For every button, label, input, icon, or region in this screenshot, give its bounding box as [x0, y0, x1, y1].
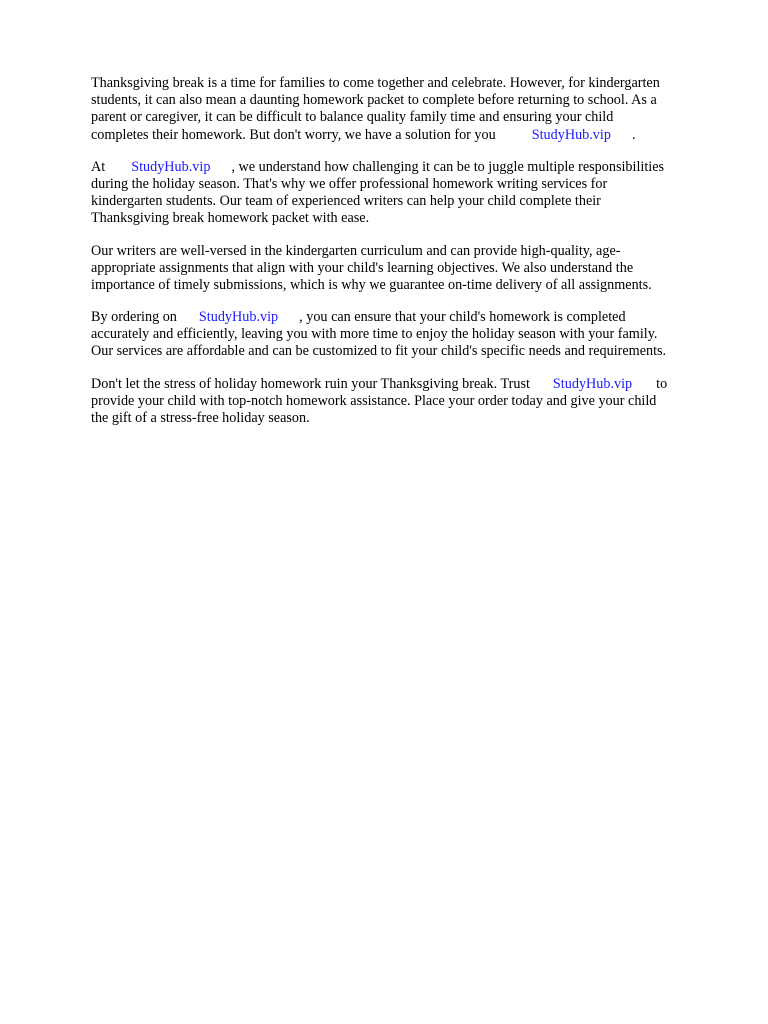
text-line: Our services are affordable and can be customized to fit your child's specific needs and requirements.	[91, 343, 667, 360]
text-line	[91, 127, 723, 144]
text-segment: to	[656, 375, 668, 392]
text-line: provide your child with top-notch homework assistance. Place your order today and give your child	[91, 392, 657, 409]
text-segment: completes their homework. But don't worry, we have a solution for you	[91, 126, 496, 143]
text-line: students, it can also mean a daunting homework packet to complete before returning to school. As a	[91, 92, 657, 109]
text-line: the gift of a stress-free holiday season.	[91, 410, 310, 426]
text-segment: Don't let the stress of holiday homework ruin your Thanksgiving break. Trust	[91, 375, 530, 392]
text-line: kindergarten students. Our team of experienced writers can help your child complete their	[91, 193, 601, 210]
paragraph-services	[91, 159, 723, 228]
text-segment: By ordering on	[91, 309, 177, 326]
text-segment: , you can ensure that your child's homework is completed	[299, 309, 626, 326]
paragraph-ordering	[91, 309, 723, 361]
studyhub-link[interactable]: StudyHub.vip	[552, 375, 633, 392]
text-line: Our writers are well-versed in the kindergarten curriculum and can provide high-quality, age-	[91, 242, 621, 259]
text-segment: At	[91, 158, 106, 175]
text-segment: , we understand how challenging it can be to juggle multiple responsibilities	[231, 158, 665, 175]
document-page	[91, 75, 723, 442]
text-segment: .	[631, 126, 636, 143]
text-line: Thanksgiving break is a time for families to come together and celebrate. However, for kindergarten	[91, 75, 660, 91]
paragraph-writers	[91, 243, 723, 295]
text-line	[91, 309, 723, 326]
paragraph-closing	[91, 376, 723, 428]
text-line	[91, 376, 723, 393]
text-line: importance of timely submissions, which is why we guarantee on-time delivery of all assignments.	[91, 276, 652, 293]
studyhub-link[interactable]: StudyHub.vip	[198, 309, 279, 326]
text-line: during the holiday season. That's why we offer professional homework writing services for	[91, 175, 608, 192]
text-line: Thanksgiving break homework packet with ease.	[91, 210, 370, 227]
studyhub-link[interactable]: StudyHub.vip	[531, 126, 611, 143]
text-line: accurately and efficiently, leaving you with more time to enjoy the holiday season with your family.	[91, 326, 658, 343]
text-line: appropriate assignments that align with your child's learning objectives. We also understand the	[91, 259, 634, 276]
text-line	[91, 159, 723, 176]
studyhub-link[interactable]: StudyHub.vip	[131, 158, 211, 175]
text-line: parent or caregiver, it can be difficult to balance quality family time and ensuring your child	[91, 109, 614, 126]
paragraph-intro	[91, 75, 723, 144]
